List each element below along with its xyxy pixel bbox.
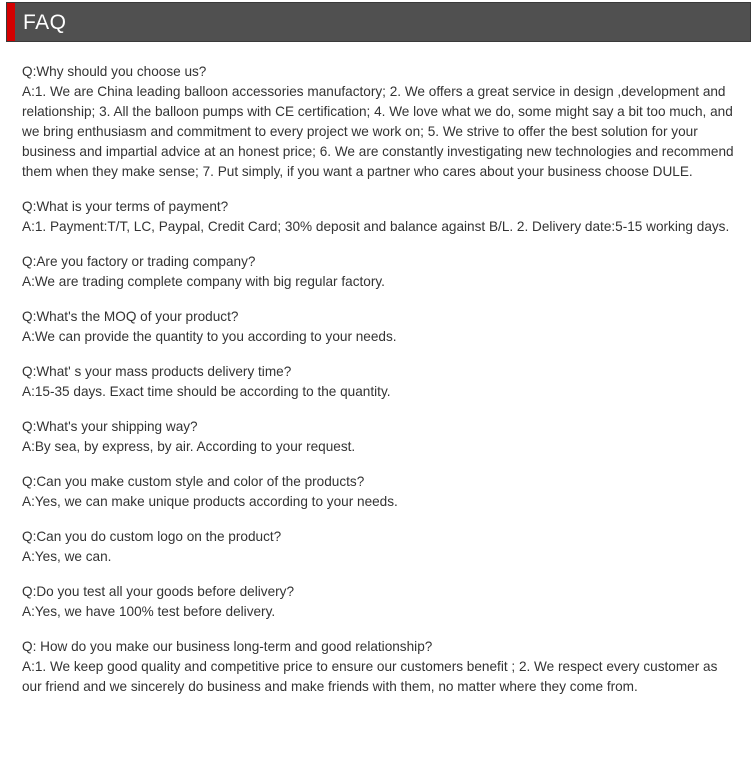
faq-question: Q:What is your terms of payment?	[22, 199, 229, 214]
faq-item	[22, 637, 738, 697]
faq-answer: A:Yes, we can make unique products according to your needs.	[22, 494, 398, 509]
faq-answer: A:Yes, we can.	[22, 549, 112, 564]
faq-item	[22, 62, 738, 182]
faq-question: Q: How do you make our business long-term and good relationship?	[22, 639, 433, 654]
faq-item	[22, 417, 738, 457]
faq-item	[22, 307, 738, 347]
page-title: FAQ	[23, 11, 67, 34]
faq-question: Q:What' s your mass products delivery time?	[22, 364, 292, 379]
faq-answer: A:By sea, by express, by air. According to your request.	[22, 439, 356, 454]
faq-header-bar	[6, 2, 751, 42]
faq-answer: A:15-35 days. Exact time should be according to the quantity.	[22, 384, 391, 399]
faq-answer: A:Yes, we have 100% test before delivery.	[22, 604, 276, 619]
faq-question: Q:Can you make custom style and color of the products?	[22, 474, 365, 489]
faq-item	[22, 472, 738, 512]
faq-item	[22, 527, 738, 567]
faq-item	[22, 197, 738, 237]
faq-answer: A:We can provide the quantity to you according to your needs.	[22, 329, 397, 344]
faq-question: Q:Do you test all your goods before delivery?	[22, 584, 295, 599]
faq-item	[22, 252, 738, 292]
faq-item	[22, 362, 738, 402]
faq-answer: A:1. We are China leading balloon accessories manufactory; 2. We offers a great service in design ,development and relationship; 3. All the balloon pumps with CE certification; 4. We love what we do, some might say a bit too much, and we bring enthusiasm and commitment to every project we work on; 5. We strive to offer the best solution for your business and impartial advice at an honest price; 6. We are constantly investigating new technologies and recommend them when they make sense; 7. Put simply, if you want a partner who cares about your business choose DULE.	[22, 84, 734, 179]
faq-question: Q:Why should you choose us?	[22, 64, 207, 79]
faq-answer: A:1. We keep good quality and competitive price to ensure our customers benefit ; 2. We respect every customer as our friend and we sincerely do business and make friends with them, no matter where they come from.	[22, 659, 718, 694]
faq-question: Q:What's the MOQ of your product?	[22, 309, 239, 324]
header-accent-bar	[7, 3, 15, 41]
faq-list	[22, 62, 738, 712]
faq-question: Q:What's your shipping way?	[22, 419, 198, 434]
faq-answer: A:We are trading complete company with big regular factory.	[22, 274, 385, 289]
faq-item	[22, 582, 738, 622]
faq-answer: A:1. Payment:T/T, LC, Paypal, Credit Card; 30% deposit and balance against B/L. 2. Delivery date:5-15 working days.	[22, 219, 730, 234]
faq-question: Q:Can you do custom logo on the product?	[22, 529, 282, 544]
faq-question: Q:Are you factory or trading company?	[22, 254, 256, 269]
